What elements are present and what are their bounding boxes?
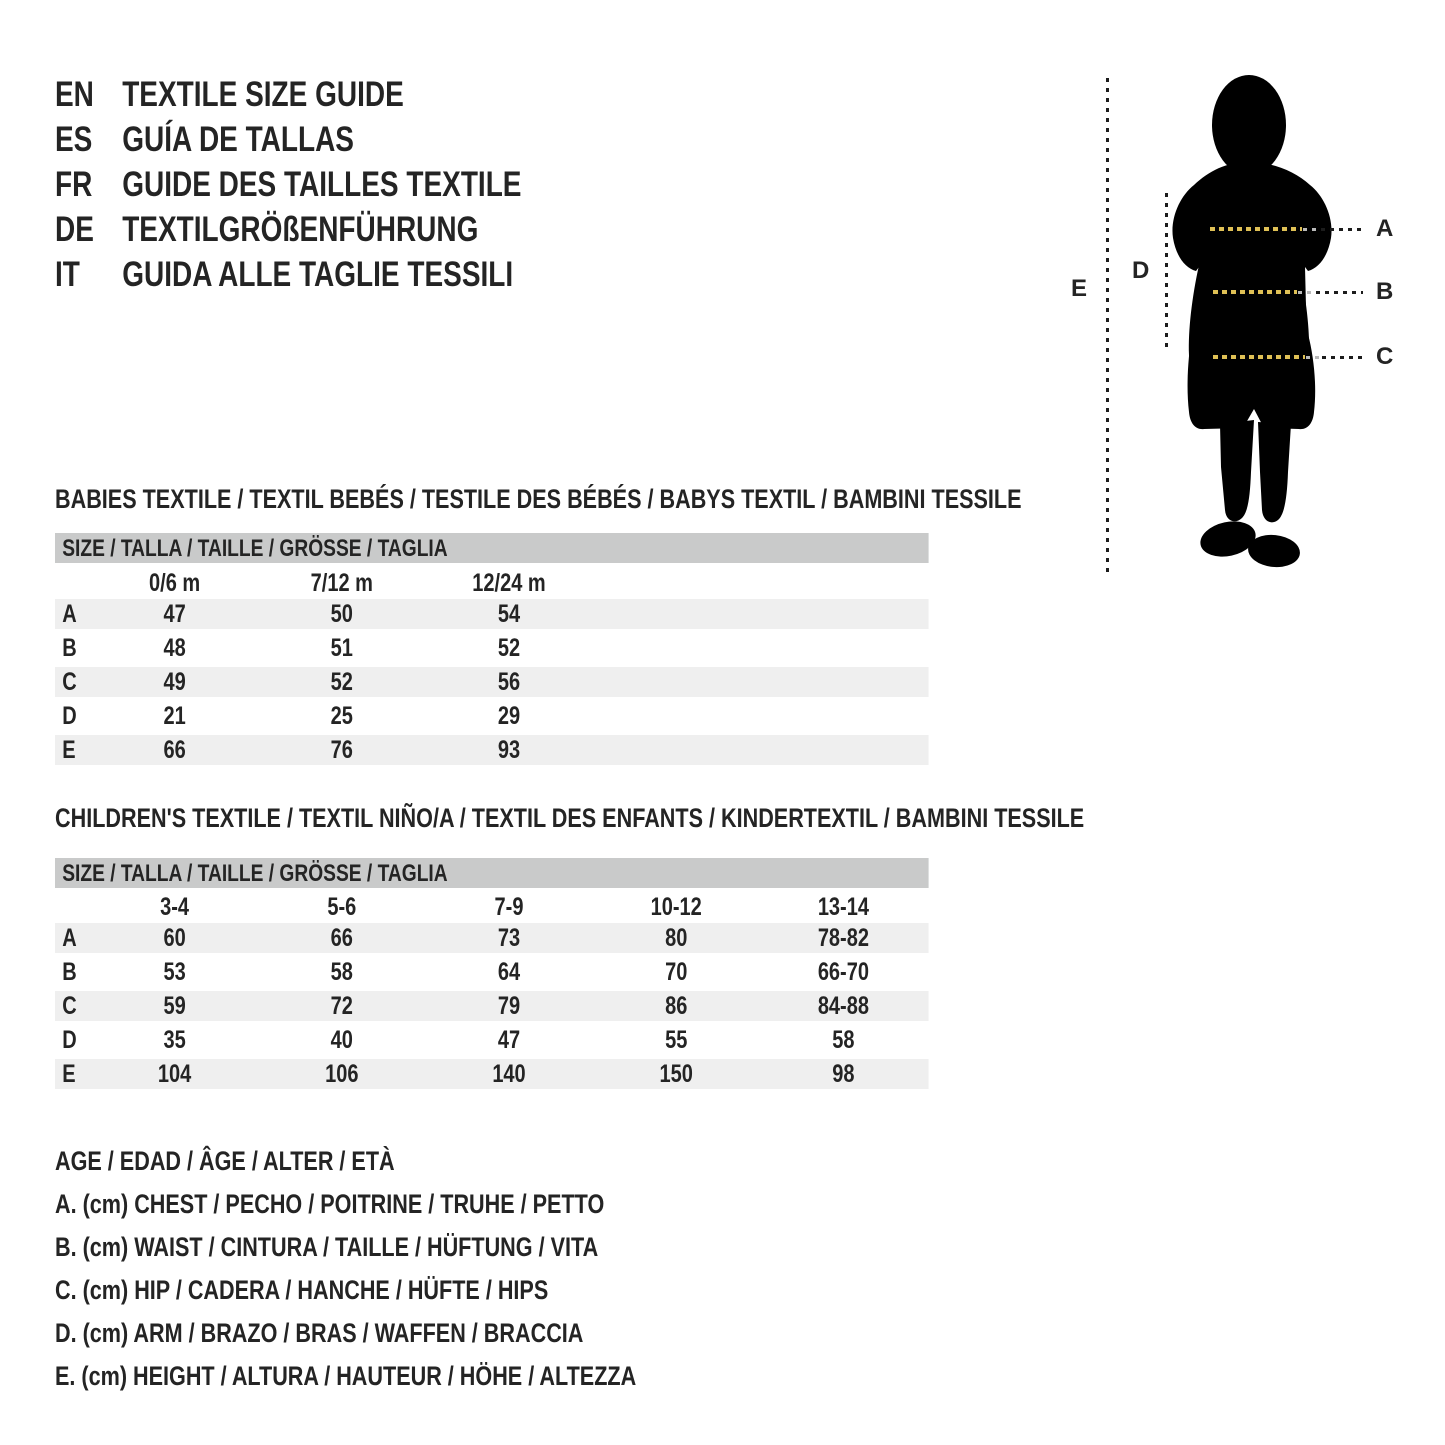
chest-measure-line-a [1210,227,1302,231]
cell: 84-88 [817,992,869,1020]
legend-line: E. (cm) HEIGHT / ALTURA / HAUTEUR / HÖHE / ALTEZZA [55,1361,637,1391]
cell: 50 [330,600,353,628]
waist-measure-line-b-fade [1298,291,1314,294]
cell: 54 [497,600,521,628]
row-label: D [62,1026,77,1054]
table-row [55,1025,929,1059]
cell: 86 [665,992,688,1020]
cell: 47 [497,1026,521,1054]
table-row [55,667,929,701]
cell: 106 [325,1060,359,1088]
cell: 64 [497,958,521,986]
legend-line: AGE / EDAD / ÂGE / ALTER / ETÀ [55,1146,395,1176]
hip-measure-line-c-fade [1306,356,1320,359]
cell: 150 [659,1060,693,1088]
language-row [55,162,521,207]
row-label: E [62,736,76,764]
cell: 60 [163,924,186,952]
row-label: E [62,1060,76,1088]
cell: 58 [832,1026,855,1054]
column-header: 3-4 [160,893,190,921]
cell: 59 [163,992,186,1020]
language-code: IT [55,255,80,294]
hip-measure-line-c [1213,355,1305,359]
language-row [55,207,521,252]
cell: 58 [330,958,353,986]
cell: 66-70 [817,958,869,986]
column-header: 7-9 [494,893,524,921]
cell: 80 [665,924,688,952]
arm-measure-line-d [1165,193,1168,350]
column-header: 10-12 [650,893,702,921]
cell: 104 [157,1060,192,1088]
silhouette-left-leg [1220,420,1254,521]
cell: 66 [330,924,353,952]
spacer [55,569,91,597]
row-label: D [62,702,77,730]
cell: 35 [163,1026,186,1054]
column-header: 0/6 m [149,569,201,597]
language-title-block [55,72,521,297]
column-header: 7/12 m [310,569,373,597]
language-code: DE [55,210,94,249]
column-header: 5-6 [327,893,357,921]
waist-measure-line-b-leader [1316,291,1363,294]
silhouette-shorts [1188,334,1316,429]
cell: 29 [497,702,521,730]
babies-table [55,599,929,769]
row-label: B [62,958,77,986]
cell: 56 [497,668,521,696]
language-title: GUÍA DE TALLAS [122,120,354,159]
measure-label-b: B [1376,278,1394,305]
cell: 52 [330,668,353,696]
height-measure-line-e [1106,78,1109,572]
table-row [55,957,929,991]
babies-column-headers [55,569,593,597]
cell: 55 [665,1026,688,1054]
cell: 66 [163,736,186,764]
cell: 47 [163,600,186,628]
legend-line: A. (cm) CHEST / PECHO / POITRINE / TRUHE / PETTO [55,1189,605,1219]
cell: 51 [330,634,353,662]
row-label: A [62,924,77,952]
language-code: ES [55,120,93,159]
spacer [55,893,91,921]
cell: 79 [497,992,521,1020]
language-row [55,72,521,117]
table-row [55,1059,929,1093]
cell: 25 [330,702,353,730]
table-row [55,701,929,735]
legend-line: C. (cm) HIP / CADERA / HANCHE / HÜFTE / HIPS [55,1275,549,1305]
row-label: B [62,634,77,662]
cell: 21 [163,702,186,730]
babies-size-header-bar: SIZE / TALLA / TAILLE / GRÖSSE / TAGLIA [55,533,929,563]
cell: 140 [492,1060,526,1088]
cell: 49 [163,668,186,696]
language-code: EN [55,75,94,114]
cell: 48 [163,634,186,662]
cell: 72 [330,992,353,1020]
children-column-headers [55,893,927,921]
measure-label-d: D [1132,257,1150,284]
left-content [55,0,1175,1445]
chest-measure-line-a-fade [1303,228,1319,231]
legend-line: B. (cm) WAIST / CINTURA / TAILLE / HÜFTUNG / VITA [55,1232,599,1262]
table-row [55,991,929,1025]
babies-section-title: BABIES TEXTILE / TEXTIL BEBÉS / TESTILE DES BÉBÉS / BABYS TEXTIL / BAMBINI TESSILE [55,484,1022,514]
waist-measure-line-b [1213,290,1297,294]
column-header: 13-14 [817,893,869,921]
language-row [55,117,521,162]
language-code: FR [55,165,93,204]
table-row [55,923,929,957]
silhouette-right-leg [1258,422,1291,522]
row-label: C [62,992,77,1020]
child-silhouette [1168,72,1338,572]
cell: 40 [330,1026,353,1054]
language-title: TEXTILGRÖßENFÜHRUNG [122,210,479,249]
cell: 93 [497,736,521,764]
measure-label-a: A [1376,215,1394,242]
chest-measure-line-a-leader [1321,228,1363,231]
cell: 73 [497,924,521,952]
table-row [55,633,929,667]
language-row [55,252,521,297]
cell: 70 [665,958,688,986]
row-label: C [62,668,77,696]
children-table [55,923,929,1093]
language-title: GUIDA ALLE TAGLIE TESSILI [122,255,514,294]
cell: 52 [497,634,521,662]
table-row [55,735,929,769]
table-row [55,599,929,633]
children-section-title: CHILDREN'S TEXTILE / TEXTIL NIÑO/A / TEXTIL DES ENFANTS / KINDERTEXTIL / BAMBINI TESSILE [55,803,1085,833]
children-size-header-bar: SIZE / TALLA / TAILLE / GRÖSSE / TAGLIA [55,858,929,888]
language-title: TEXTILE SIZE GUIDE [122,75,404,114]
row-label: A [62,600,77,628]
measure-label-e: E [1071,275,1088,302]
measure-label-c: C [1376,343,1394,370]
language-title: GUIDE DES TAILLES TEXTILE [122,165,522,204]
cell: 98 [832,1060,855,1088]
measurement-legend [55,1140,636,1398]
cell: 78-82 [817,924,869,952]
legend-line: D. (cm) ARM / BRAZO / BRAS / WAFFEN / BRACCIA [55,1318,584,1348]
hip-measure-line-c-leader [1322,356,1363,359]
cell: 76 [330,736,353,764]
column-header: 12/24 m [472,569,546,597]
cell: 53 [163,958,186,986]
